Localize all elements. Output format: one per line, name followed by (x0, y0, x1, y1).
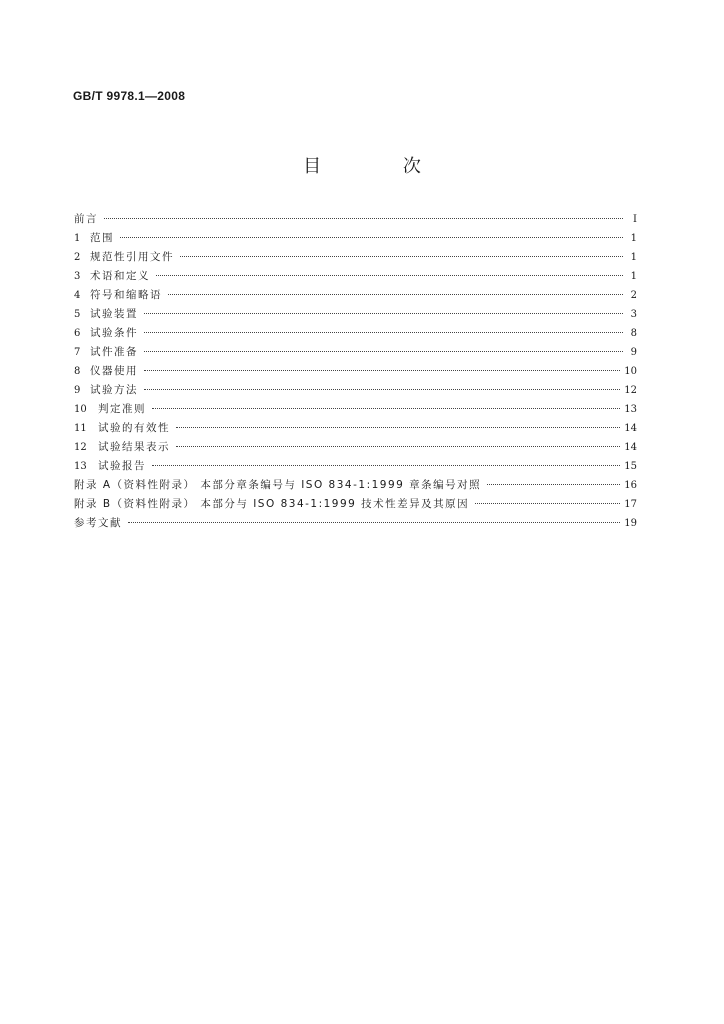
toc-entry-page: 14 (624, 442, 637, 453)
toc-entry-appendix-a[interactable] (74, 477, 637, 496)
toc-entry-number: 4 (74, 290, 81, 301)
toc-entry-page: 12 (624, 385, 637, 396)
dot-leader (180, 256, 623, 257)
toc-entry-label: 试验条件 (90, 327, 138, 339)
toc-entry-label: 参考文献 (74, 517, 122, 529)
toc-entry-6[interactable] (74, 325, 637, 344)
toc-entry-label: 附录 B（资料性附录） 本部分与 ISO 834-1:1999 技术性差异及其原因 (74, 498, 470, 510)
toc-entry-label: 判定准则 (98, 403, 146, 415)
toc-entry-page: 1 (630, 252, 637, 263)
toc-entry-label: 前言 (74, 213, 98, 225)
dot-leader (144, 313, 623, 314)
toc-entry-7[interactable] (74, 344, 637, 363)
toc-entry-appendix-b[interactable] (74, 496, 637, 515)
toc-entry-11[interactable] (74, 420, 637, 439)
standard-code: GB/T 9978.1—2008 (73, 89, 186, 103)
toc-entry-8[interactable] (74, 363, 637, 382)
toc-entry-number: 12 (74, 442, 87, 453)
dot-leader (144, 332, 623, 333)
toc-entry-page: 8 (630, 328, 637, 339)
toc-entry-number: 10 (74, 404, 87, 415)
toc-entry-page: 3 (630, 309, 637, 320)
toc-entry-13[interactable] (74, 458, 637, 477)
toc-entry-label: 范围 (90, 232, 114, 244)
toc-entry-label: 试验装置 (90, 308, 138, 320)
toc-entry-5[interactable] (74, 306, 637, 325)
dot-leader (475, 503, 620, 504)
page-title: 目 次 (303, 156, 459, 177)
toc-entry-label: 试验结果表示 (98, 441, 170, 453)
toc-entry-page: 14 (624, 423, 637, 434)
table-of-contents (74, 211, 637, 534)
dot-leader (120, 237, 623, 238)
toc-entry-number: 2 (74, 252, 81, 263)
dot-leader (144, 351, 623, 352)
dot-leader (144, 389, 620, 390)
dot-leader (128, 522, 620, 523)
toc-entry-label: 规范性引用文件 (90, 251, 174, 263)
dot-leader (104, 218, 623, 219)
toc-entry-page: 17 (624, 499, 637, 510)
toc-entry-number: 5 (74, 309, 81, 320)
toc-entry-label: 仪器使用 (90, 365, 138, 377)
toc-entry-label: 附录 A（资料性附录） 本部分章条编号与 ISO 834-1:1999 章条编号对照 (74, 479, 482, 491)
dot-leader (176, 427, 620, 428)
toc-entry-9[interactable] (74, 382, 637, 401)
dot-leader (168, 294, 623, 295)
dot-leader (152, 465, 620, 466)
toc-entry-2[interactable] (74, 249, 637, 268)
toc-entry-page: 15 (624, 461, 637, 472)
toc-entry-page: 13 (624, 404, 637, 415)
dot-leader (144, 370, 620, 371)
toc-entry-number: 8 (74, 366, 81, 377)
toc-entry-page: 2 (630, 290, 637, 301)
toc-entry-page: 1 (630, 233, 637, 244)
toc-entry-number: 3 (74, 271, 81, 282)
toc-entry-3[interactable] (74, 268, 637, 287)
toc-entry-label: 符号和缩略语 (90, 289, 162, 301)
toc-entry-references[interactable] (74, 515, 637, 534)
dot-leader (156, 275, 623, 276)
toc-entry-number: 9 (74, 385, 81, 396)
toc-entry-number: 13 (74, 461, 87, 472)
toc-entry-4[interactable] (74, 287, 637, 306)
toc-entry-1[interactable] (74, 230, 637, 249)
toc-entry-page: 9 (630, 347, 637, 358)
toc-entry-label: 试验报告 (98, 460, 146, 472)
toc-entry-12[interactable] (74, 439, 637, 458)
toc-entry-number: 6 (74, 328, 81, 339)
toc-entry-10[interactable] (74, 401, 637, 420)
toc-entry-number: 7 (74, 347, 81, 358)
dot-leader (487, 484, 620, 485)
toc-entry-page: 16 (624, 480, 637, 491)
toc-entry-foreword[interactable] (74, 211, 637, 230)
toc-entry-page: 19 (624, 518, 637, 529)
toc-entry-page: 1 (630, 271, 637, 282)
toc-entry-label: 试验方法 (90, 384, 138, 396)
toc-entry-page: Ⅰ (633, 214, 637, 225)
toc-entry-label: 试件准备 (90, 346, 138, 358)
toc-entry-label: 试验的有效性 (98, 422, 170, 434)
toc-entry-page: 10 (624, 366, 637, 377)
toc-entry-number: 11 (74, 423, 87, 434)
dot-leader (152, 408, 620, 409)
toc-entry-label: 术语和定义 (90, 270, 150, 282)
toc-entry-number: 1 (74, 233, 81, 244)
dot-leader (176, 446, 620, 447)
